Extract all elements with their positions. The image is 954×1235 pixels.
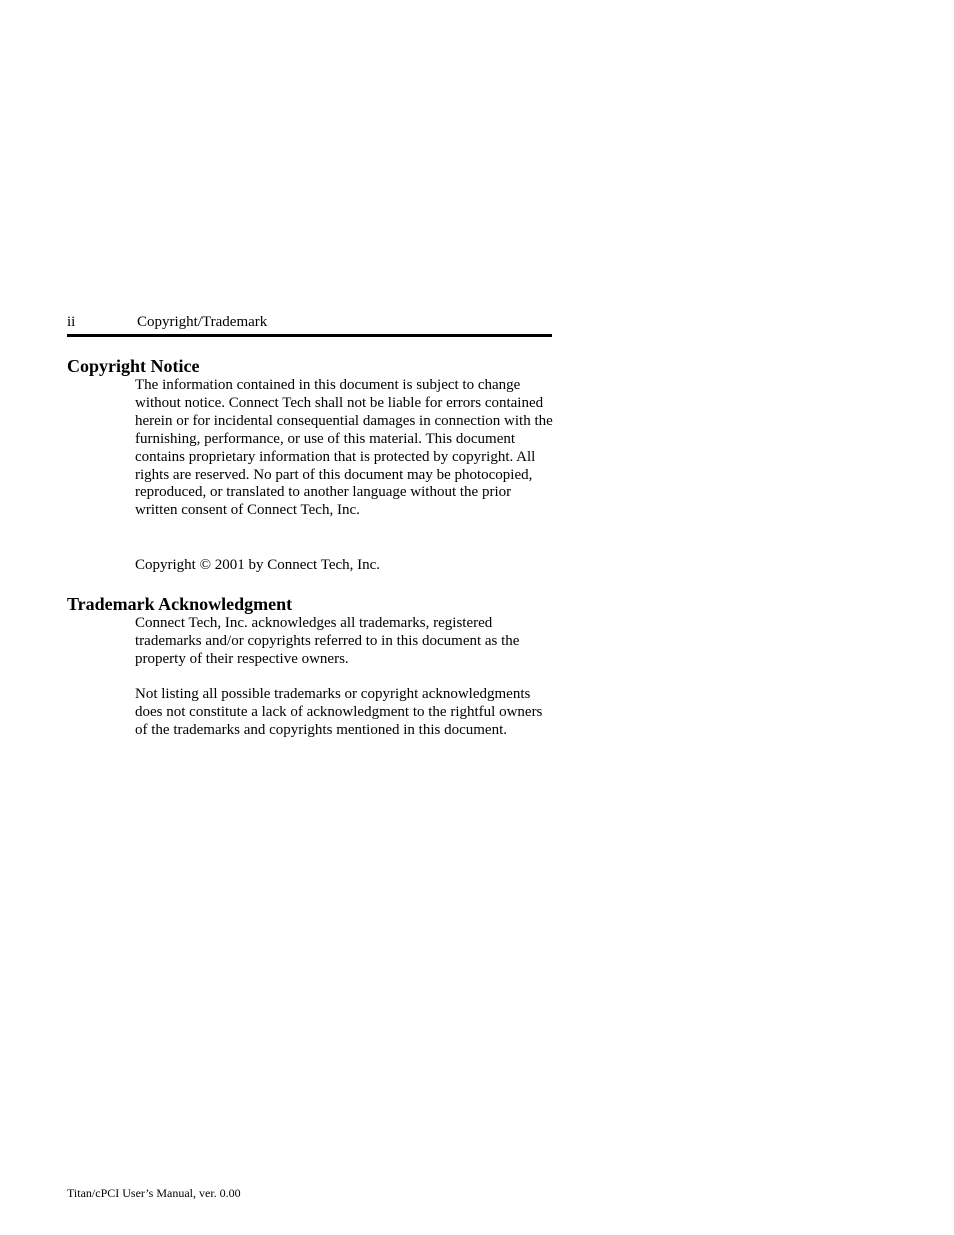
- page-header: [67, 313, 552, 337]
- page-footer: Titan/cPCI User’s Manual, ver. 0.00: [67, 1186, 241, 1200]
- copyright-notice-paragraph: The information contained in this document is subject to change without notice. Connect Tech shall not be liable for errors contained herein or for incidental consequential damages in connection with the furnishing, performance, or use of this material. This document contains proprietary information that is protected by copyright. All rights are reserved. No part of this document may be photocopied, reproduced, or translated to another language without the prior written consent of Connect Tech, Inc.: [135, 377, 553, 519]
- section-label: Copyright/Trademark: [137, 314, 268, 330]
- trademark-heading: Trademark Acknowledgment: [67, 594, 293, 614]
- copyright-notice-heading: Copyright Notice: [67, 356, 200, 376]
- trademark-paragraph-1: Connect Tech, Inc. acknowledges all trademarks, registered trademarks and/or copyrights referred to in this document as the property of their respective owners.: [135, 615, 520, 667]
- copyright-line: Copyright © 2001 by Connect Tech, Inc.: [135, 557, 381, 573]
- page-number: ii: [67, 314, 76, 330]
- trademark-paragraph-2: Not listing all possible trademarks or copyright acknowledgments does not constitute a lack of acknowledgment to the rightful owners of the trademarks and copyrights mentioned in this document.: [135, 686, 543, 738]
